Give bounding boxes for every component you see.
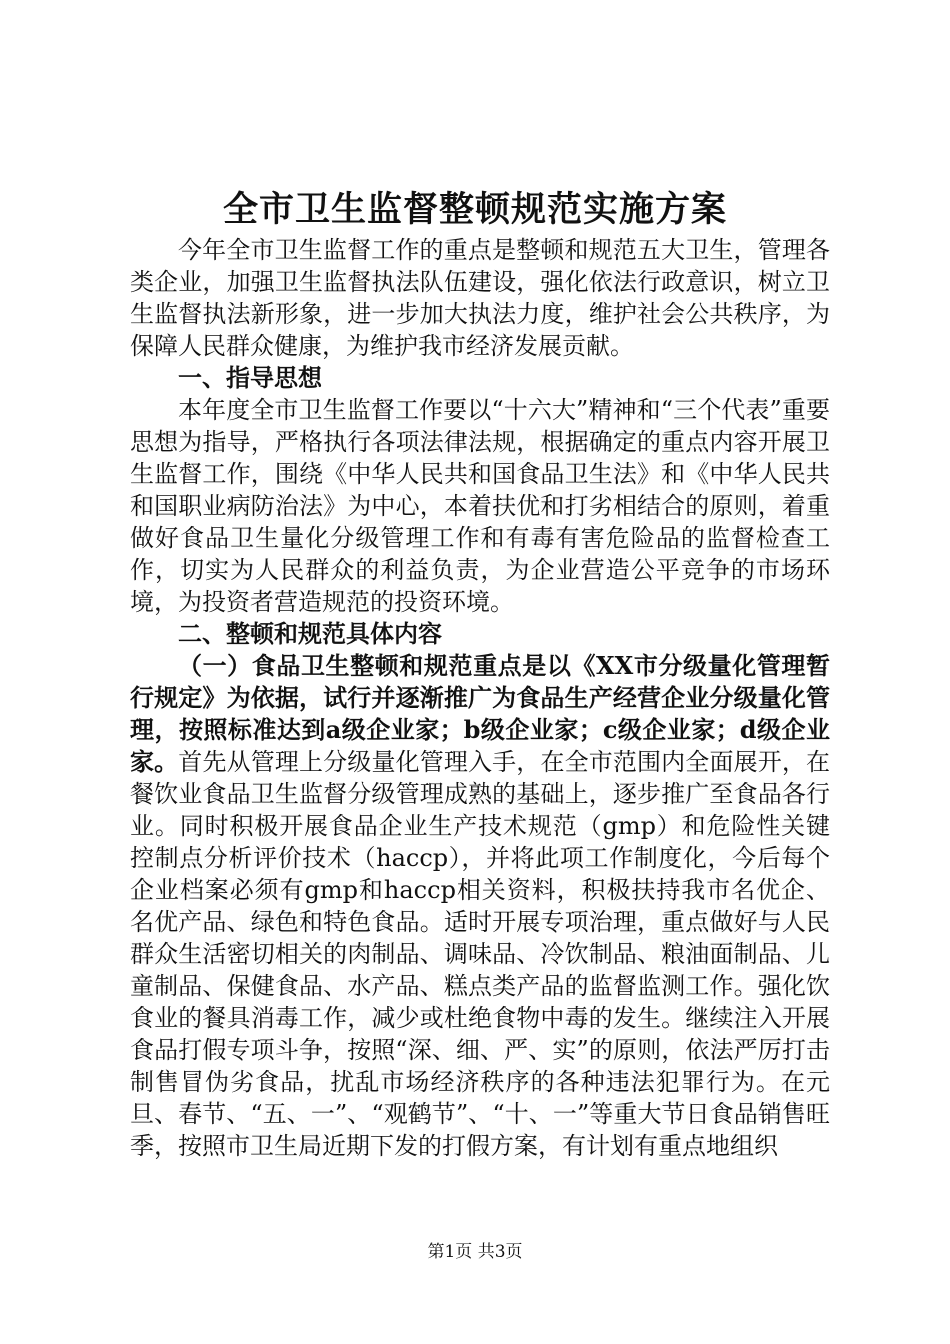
document-title: 全市卫生监督整顿规范实施方案 [222,189,727,230]
food-hygiene-body-text: 首先从管理上分级量化管理入手，在全市范围内全面展开，在餐饮业食品卫生监督分级管理成熟的基础上，逐步推广至食品各行业。同时积极开展食品企业生产技术规范（gmp）和危险性关键控制点分析评价技术（haccp），并将此项工作制度化，今后每个企业档案必须有gmp和haccp相关资料，积极扶持我市名优企、名优产品、绿色和特色食品。适时开展专项治理，重点做好与人民群众生活密切相关的肉制品、调味品、冷饮制品、粮油面制品、儿童制品、保健食品、水产品、糕点类产品的监督监测工作。强化饮食业的餐具消毒工作，减少或杜绝食物中毒的发生。继续注入开展食品打假专项斗争，按照“深、细、严、实”的原则，依法严厉打击制售冒伪劣食品，扰乱市场经济秩序的各种违法犯罪行为。在元旦、春节、“五、一”、“观鹤节”、“十、一”等重大节日食品销售旺季，按照市卫生局近期下发的打假方案，有计划有重点地组织 [130,748,831,1160]
food-hygiene-bold-lead: （一）食品卫生整顿和规范重点是以《XX市分级量化管理暂行规定》为依据，试行并逐渐推广为食品生产经营企业分级量化管理，按照标准达到a级企业家；b级企业家；c级企业家；d级企业家。 [130,651,830,776]
section-heading-guiding-ideology: 一、指导思想 [178,363,322,392]
document-body [130,234,830,1162]
guiding-ideology-paragraph: 本年度全市卫生监督工作要以“十六大”精神和“三个代表”重要思想为指导，严格执行各项法律法规，根据确定的重点内容开展卫生监督工作，围绕《中华人民共和国食品卫生法》和《中华人民共和国职业病防治法》为中心，本着扶优和打劣相结合的原则，着重做好食品卫生量化分级管理工作和有毒有害危险品的监督检查工作，切实为人民群众的利益负责，为企业营造公平竞争的市场环境，为投资者营造规范的投资环境。 [130,396,830,616]
section-heading-specific-content: 二、整顿和规范具体内容 [178,619,442,648]
intro-paragraph: 今年全市卫生监督工作的重点是整顿和规范五大卫生，管理各类企业，加强卫生监督执法队伍建设，强化依法行政意识，树立卫生监督执法新形象，进一步加大执法力度，维护社会公共秩序，为保障人民群众健康，为维护我市经济发展贡献。 [130,236,830,360]
food-hygiene-paragraph [130,650,830,1162]
page-footer: 第1页 共3页 [427,1242,523,1262]
